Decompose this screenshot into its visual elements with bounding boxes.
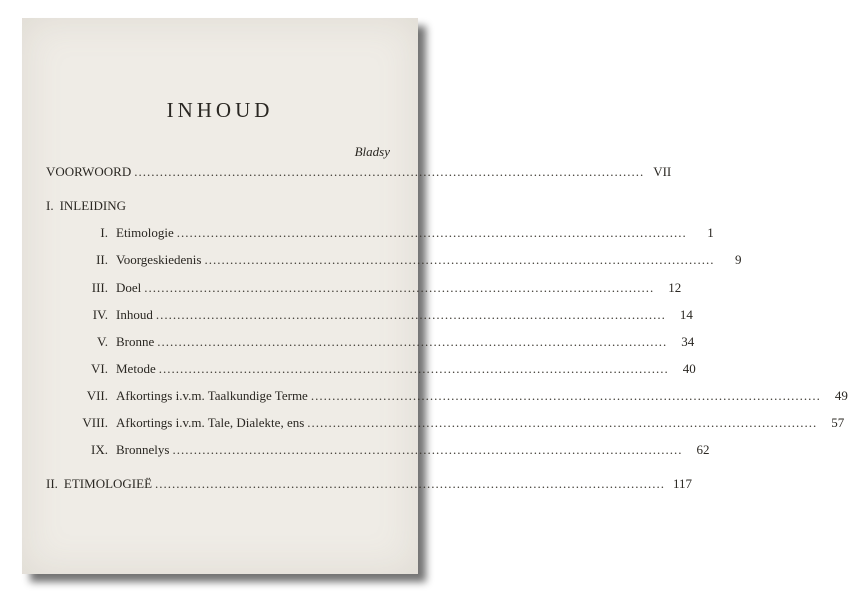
toc-section-etimologiee — [46, 476, 693, 492]
toc-number: III. — [91, 280, 108, 295]
toc-page: 40 — [682, 361, 696, 376]
toc-section-inleiding — [46, 198, 390, 214]
toc-label: VOORWOORD — [46, 164, 132, 179]
toc-row — [74, 307, 693, 323]
toc-number: V. — [97, 334, 108, 349]
toc-row — [74, 252, 742, 268]
toc-number: VII. — [86, 388, 108, 403]
toc-leader: ........................................................................................................................ — [310, 388, 821, 403]
toc-label: Metode — [116, 361, 156, 376]
toc-number: VIII. — [82, 415, 108, 430]
toc-page: 49 — [834, 388, 848, 403]
toc-number: IX. — [91, 442, 108, 457]
toc-label: Doel — [116, 280, 142, 295]
toc-label: Bronne — [116, 334, 155, 349]
section-number: I. — [46, 198, 54, 213]
toc-page: 14 — [679, 307, 693, 322]
toc-leader: ........................................................................................................................ — [158, 361, 669, 376]
toc-row — [74, 415, 845, 431]
page-column-label: Bladsy — [354, 144, 390, 159]
toc-label: Etimologie — [116, 225, 174, 240]
toc-leader: ........................................................................................................................ — [204, 252, 715, 267]
book-page — [22, 18, 848, 574]
toc-leader: ........................................................................................................................ — [172, 442, 683, 457]
toc-page: 34 — [681, 334, 695, 349]
toc-page: 12 — [668, 280, 682, 295]
toc-row — [74, 442, 710, 458]
toc-number: VI. — [91, 361, 108, 376]
toc-row — [74, 280, 682, 296]
section-number: II. — [46, 476, 58, 491]
toc-leader: ........................................................................................................................ — [307, 415, 818, 430]
toc-page: 62 — [696, 442, 710, 457]
page-title: INHOUD — [166, 98, 274, 122]
toc-label: Bronnelys — [116, 442, 170, 457]
toc-leader: ........................................................................................................................ — [155, 307, 666, 322]
toc-label: Voorgeskiedenis — [116, 252, 202, 267]
toc-leader: ........................................................................................................................ — [134, 164, 645, 179]
section-label: ETIMOLOGIEË — [63, 476, 153, 491]
toc-page: VII — [653, 164, 672, 179]
toc-row-voorwoord — [46, 164, 672, 180]
toc-page: 57 — [831, 415, 845, 430]
toc-row — [74, 361, 696, 377]
section-label: INLEIDING — [59, 198, 127, 213]
toc-page: 9 — [734, 252, 742, 267]
toc-number: I. — [100, 225, 108, 240]
toc-page: 1 — [707, 225, 714, 240]
toc-row — [74, 388, 848, 404]
toc-label: Afkortings i.v.m. Tale, Dialekte, ens — [116, 415, 305, 430]
toc-label: Inhoud — [116, 307, 153, 322]
toc-number: IV. — [92, 307, 108, 322]
toc-label: Afkortings i.v.m. Taalkundige Terme — [116, 388, 308, 403]
toc-leader: ........................................................................................................................ — [155, 476, 666, 491]
toc-page: 117 — [672, 476, 693, 491]
toc-row — [74, 334, 695, 350]
toc-leader: ........................................................................................................................ — [157, 334, 668, 349]
toc-leader: ........................................................................................................................ — [176, 225, 687, 240]
toc-number: II. — [96, 252, 108, 267]
toc-row — [74, 225, 714, 241]
toc-leader: ........................................................................................................................ — [144, 280, 655, 295]
